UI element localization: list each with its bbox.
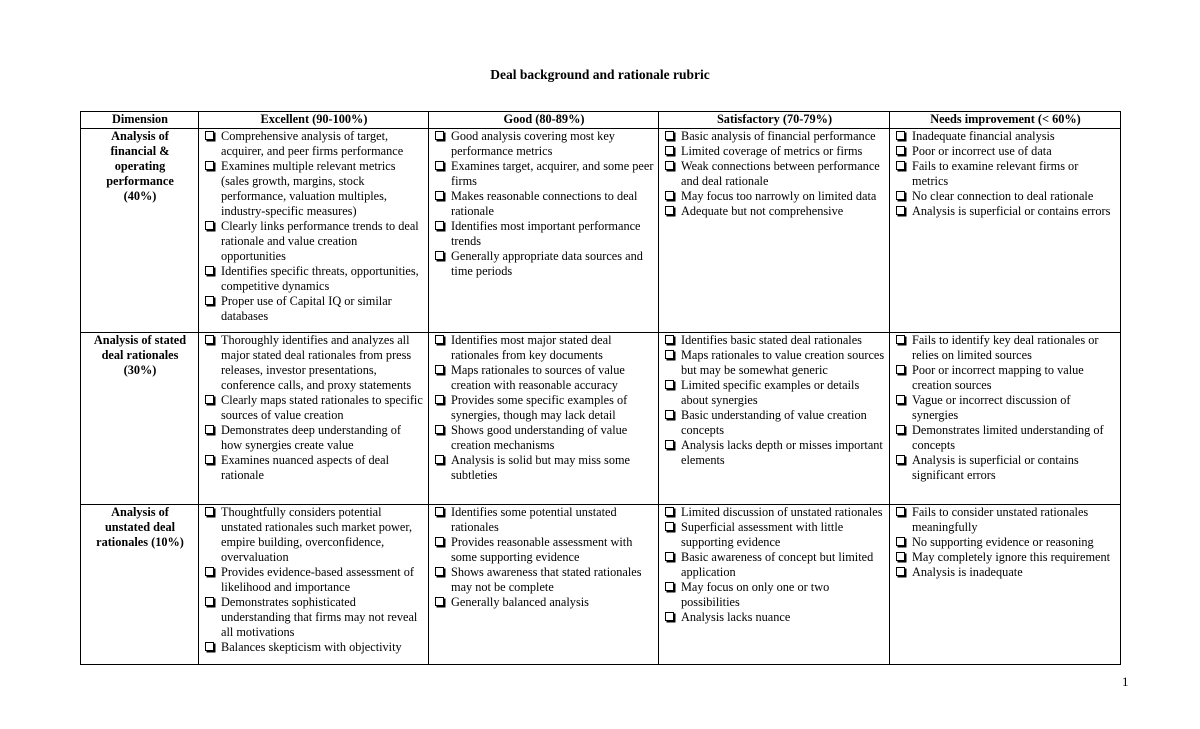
criterion-text: Provides reasonable assessment with some supporting evidence [451, 535, 633, 564]
criterion-text: Analysis is superficial or contains significant errors [912, 453, 1079, 482]
criterion-text: Identifies specific threats, opportunities, competitive dynamics [221, 264, 419, 293]
criterion-text: Superficial assessment with little supporting evidence [681, 520, 844, 549]
criterion-item [203, 505, 425, 565]
criterion-text: Poor or incorrect use of data [912, 144, 1052, 158]
criteria-cell-needs-improvement [890, 333, 1121, 505]
checkbox-bullet-icon [435, 567, 444, 576]
criterion-item [894, 535, 1117, 550]
checkbox-bullet-icon [205, 296, 214, 305]
criterion-text: Maps rationales to sources of value creation with reasonable accuracy [451, 363, 625, 392]
checkbox-bullet-icon [665, 552, 674, 561]
criterion-item [203, 219, 425, 264]
criterion-item [663, 438, 886, 468]
checkbox-bullet-icon [665, 440, 674, 449]
criterion-text: Analysis is inadequate [912, 565, 1023, 579]
criterion-text: Provides some specific examples of synergies, though may lack detail [451, 393, 628, 422]
checkbox-bullet-icon [896, 507, 905, 516]
column-header-excellent: Excellent (90-100%) [199, 112, 429, 129]
dimension-label-line: unstated deal [104, 520, 176, 534]
criterion-item [433, 189, 655, 219]
criterion-item [663, 129, 886, 144]
criterion-item [663, 144, 886, 159]
dimension-cell [81, 505, 199, 665]
checkbox-bullet-icon [896, 335, 905, 344]
criterion-text: Limited coverage of metrics or firms [681, 144, 863, 158]
dimension-label-line: Analysis of stated [93, 333, 187, 347]
dimension-label-line: Analysis of [111, 505, 169, 519]
criterion-item [433, 129, 655, 159]
checkbox-bullet-icon [896, 131, 905, 140]
checkbox-bullet-icon [435, 597, 444, 606]
criterion-text: Vague or incorrect discussion of synergies [912, 393, 1071, 422]
column-header-dimension: Dimension [81, 112, 199, 129]
checkbox-bullet-icon [665, 380, 674, 389]
checkbox-bullet-icon [896, 425, 905, 434]
checkbox-bullet-icon [896, 455, 905, 464]
checkbox-bullet-icon [665, 350, 674, 359]
criterion-item [894, 159, 1117, 189]
criterion-item [433, 453, 655, 483]
criteria-cell-excellent [199, 333, 429, 505]
criterion-text: Makes reasonable connections to deal rationale [451, 189, 638, 218]
criterion-text: May focus too narrowly on limited data [681, 189, 877, 203]
checkbox-bullet-icon [896, 552, 905, 561]
criterion-text: Identifies most important performance trends [451, 219, 641, 248]
checkbox-bullet-icon [665, 335, 674, 344]
criterion-item [894, 129, 1117, 144]
criterion-item [433, 363, 655, 393]
criterion-text: Comprehensive analysis of target, acquirer, and peer firms performance [221, 129, 404, 158]
criterion-item [663, 204, 886, 219]
criterion-text: Analysis lacks depth or misses important elements [681, 438, 883, 467]
criterion-text: Inadequate financial analysis [912, 129, 1055, 143]
dimension-label-line: rationales (10%) [96, 535, 184, 549]
criteria-cell-good [429, 129, 659, 333]
checkbox-bullet-icon [435, 131, 444, 140]
criterion-item [203, 565, 425, 595]
criterion-item [894, 393, 1117, 423]
checkbox-bullet-icon [896, 537, 905, 546]
criterion-item [203, 264, 425, 294]
criterion-text: Maps rationales to value creation sources but may be somewhat generic [681, 348, 885, 377]
table-row [81, 129, 1121, 333]
criterion-text: Balances skepticism with objectivity [221, 640, 402, 654]
checkbox-bullet-icon [435, 455, 444, 464]
criterion-text: May focus on only one or two possibilities [681, 580, 830, 609]
criterion-text: Generally appropriate data sources and time periods [451, 249, 643, 278]
criterion-text: No clear connection to deal rationale [912, 189, 1094, 203]
criterion-text: Shows good understanding of value creation mechanisms [451, 423, 628, 452]
criterion-item [894, 423, 1117, 453]
checkbox-bullet-icon [665, 612, 674, 621]
column-header-satisfactory: Satisfactory (70-79%) [659, 112, 890, 129]
checkbox-bullet-icon [896, 395, 905, 404]
criterion-item [433, 505, 655, 535]
criterion-item [203, 595, 425, 640]
criterion-item [203, 294, 425, 324]
checkbox-bullet-icon [896, 146, 905, 155]
page-number: 1 [1122, 674, 1129, 689]
criterion-text: Basic analysis of financial performance [681, 129, 876, 143]
checkbox-bullet-icon [205, 597, 214, 606]
criteria-cell-satisfactory [659, 505, 890, 665]
dimension-label-line: (40%) [123, 189, 157, 203]
checkbox-bullet-icon [665, 206, 674, 215]
checkbox-bullet-icon [896, 161, 905, 170]
dimension-label-line: operating [114, 159, 166, 173]
table-row [81, 505, 1121, 665]
criterion-text: Limited discussion of unstated rationales [681, 505, 883, 519]
checkbox-bullet-icon [665, 161, 674, 170]
table-row [81, 333, 1121, 505]
checkbox-bullet-icon [205, 266, 214, 275]
criterion-text: Generally balanced analysis [451, 595, 589, 609]
criterion-text: Basic understanding of value creation concepts [681, 408, 867, 437]
checkbox-bullet-icon [205, 642, 214, 651]
dimension-label-line: financial & [110, 144, 170, 158]
criterion-text: Provides evidence-based assessment of likelihood and importance [221, 565, 414, 594]
dimension-label-line: performance [106, 174, 174, 188]
criteria-cell-satisfactory [659, 333, 890, 505]
dimension-label-line: (30%) [123, 363, 157, 377]
checkbox-bullet-icon [205, 395, 214, 404]
criterion-text: Clearly maps stated rationales to specific sources of value creation [221, 393, 423, 422]
criterion-item [203, 159, 425, 219]
dimension-label-line: Analysis of [111, 129, 169, 143]
criteria-cell-needs-improvement [890, 129, 1121, 333]
criterion-item [894, 363, 1117, 393]
criterion-item [433, 219, 655, 249]
criterion-text: Shows awareness that stated rationales may not be complete [451, 565, 642, 594]
criterion-text: Fails to consider unstated rationales meaningfully [912, 505, 1089, 534]
criterion-text: Analysis is solid but may miss some subtleties [451, 453, 630, 482]
criterion-text: Limited specific examples or details about synergies [681, 378, 860, 407]
criteria-cell-good [429, 505, 659, 665]
checkbox-bullet-icon [205, 507, 214, 516]
checkbox-bullet-icon [435, 365, 444, 374]
criterion-item [663, 189, 886, 204]
criterion-text: Fails to examine relevant firms or metrics [912, 159, 1079, 188]
criteria-cell-satisfactory [659, 129, 890, 333]
checkbox-bullet-icon [205, 567, 214, 576]
checkbox-bullet-icon [665, 507, 674, 516]
criterion-item [203, 423, 425, 453]
criterion-item [663, 408, 886, 438]
checkbox-bullet-icon [896, 191, 905, 200]
page-title: Deal background and rationale rubric [490, 67, 710, 82]
criterion-item [663, 610, 886, 625]
checkbox-bullet-icon [435, 425, 444, 434]
criteria-cell-excellent [199, 505, 429, 665]
checkbox-bullet-icon [205, 455, 214, 464]
criterion-text: Clearly links performance trends to deal rationale and value creation opportunities [221, 219, 419, 263]
criterion-item [433, 535, 655, 565]
criterion-text: Examines target, acquirer, and some peer firms [451, 159, 654, 188]
criterion-text: Proper use of Capital IQ or similar databases [221, 294, 392, 323]
criterion-item [894, 550, 1117, 565]
criterion-text: Demonstrates deep understanding of how synergies create value [221, 423, 401, 452]
criterion-text: Identifies some potential unstated rationales [451, 505, 617, 534]
criterion-item [894, 565, 1117, 580]
criterion-item [433, 595, 655, 610]
checkbox-bullet-icon [435, 507, 444, 516]
criteria-cell-excellent [199, 129, 429, 333]
criterion-text: Demonstrates sophisticated understanding that firms may not reveal all motivations [221, 595, 418, 639]
criterion-item [433, 159, 655, 189]
criterion-text: Examines multiple relevant metrics (sales growth, margins, stock performance, valuation multiples, industry-specific measures) [221, 159, 396, 218]
criterion-item [663, 580, 886, 610]
dimension-cell [81, 333, 199, 505]
criterion-item [663, 550, 886, 580]
criterion-item [433, 423, 655, 453]
criterion-text: May completely ignore this requirement [912, 550, 1111, 564]
checkbox-bullet-icon [665, 131, 674, 140]
criterion-item [433, 565, 655, 595]
checkbox-bullet-icon [435, 335, 444, 344]
criterion-text: Thoroughly identifies and analyzes all major stated deal rationales from press releases, investor presentations, conference calls, and proxy statements [221, 333, 412, 392]
criterion-item [433, 333, 655, 363]
checkbox-bullet-icon [205, 131, 214, 140]
rubric-table [80, 111, 1121, 665]
checkbox-bullet-icon [665, 522, 674, 531]
dimension-cell [81, 129, 199, 333]
checkbox-bullet-icon [205, 161, 214, 170]
criterion-text: Analysis is superficial or contains errors [912, 204, 1111, 218]
criterion-item [433, 249, 655, 279]
checkbox-bullet-icon [205, 425, 214, 434]
checkbox-bullet-icon [896, 567, 905, 576]
checkbox-bullet-icon [205, 221, 214, 230]
criterion-text: Thoughtfully considers potential unstated rationales such market power, empire building, overconfidence, overvaluation [221, 505, 413, 564]
criteria-cell-needs-improvement [890, 505, 1121, 665]
checkbox-bullet-icon [435, 251, 444, 260]
criterion-item [894, 204, 1117, 219]
criterion-text: Good analysis covering most key performance metrics [451, 129, 615, 158]
criterion-item [203, 129, 425, 159]
criterion-item [894, 189, 1117, 204]
criterion-text: Identifies most major stated deal rationales from key documents [451, 333, 612, 362]
criterion-text: Poor or incorrect mapping to value creation sources [912, 363, 1084, 392]
criterion-item [663, 505, 886, 520]
column-header-needs-improvement: Needs improvement (< 60%) [890, 112, 1121, 129]
criterion-text: Fails to identify key deal rationales or relies on limited sources [912, 333, 1099, 362]
criterion-text: Analysis lacks nuance [681, 610, 791, 624]
criterion-item [663, 159, 886, 189]
criterion-text: Basic awareness of concept but limited application [681, 550, 874, 579]
dimension-label-line: deal rationales [101, 348, 179, 362]
criterion-item [203, 640, 425, 655]
criterion-item [663, 378, 886, 408]
header-row [81, 112, 1121, 129]
checkbox-bullet-icon [665, 191, 674, 200]
checkbox-bullet-icon [435, 161, 444, 170]
checkbox-bullet-icon [896, 206, 905, 215]
criterion-item [433, 393, 655, 423]
criteria-cell-good [429, 333, 659, 505]
checkbox-bullet-icon [665, 410, 674, 419]
criterion-item [203, 333, 425, 393]
criterion-item [663, 333, 886, 348]
checkbox-bullet-icon [435, 395, 444, 404]
checkbox-bullet-icon [205, 335, 214, 344]
criterion-item [894, 333, 1117, 363]
criterion-item [663, 520, 886, 550]
criterion-text: Identifies basic stated deal rationales [681, 333, 862, 347]
checkbox-bullet-icon [665, 582, 674, 591]
criterion-item [894, 144, 1117, 159]
criterion-item [663, 348, 886, 378]
criterion-item [203, 453, 425, 483]
criterion-text: Examines nuanced aspects of deal rationale [221, 453, 389, 482]
criterion-text: Demonstrates limited understanding of concepts [912, 423, 1104, 452]
checkbox-bullet-icon [435, 537, 444, 546]
criterion-item [894, 505, 1117, 535]
criterion-item [203, 393, 425, 423]
criterion-text: Weak connections between performance and deal rationale [681, 159, 880, 188]
column-header-good: Good (80-89%) [429, 112, 659, 129]
checkbox-bullet-icon [896, 365, 905, 374]
checkbox-bullet-icon [435, 191, 444, 200]
checkbox-bullet-icon [665, 146, 674, 155]
criterion-text: Adequate but not comprehensive [681, 204, 844, 218]
checkbox-bullet-icon [435, 221, 444, 230]
criterion-item [894, 453, 1117, 483]
criterion-text: No supporting evidence or reasoning [912, 535, 1094, 549]
